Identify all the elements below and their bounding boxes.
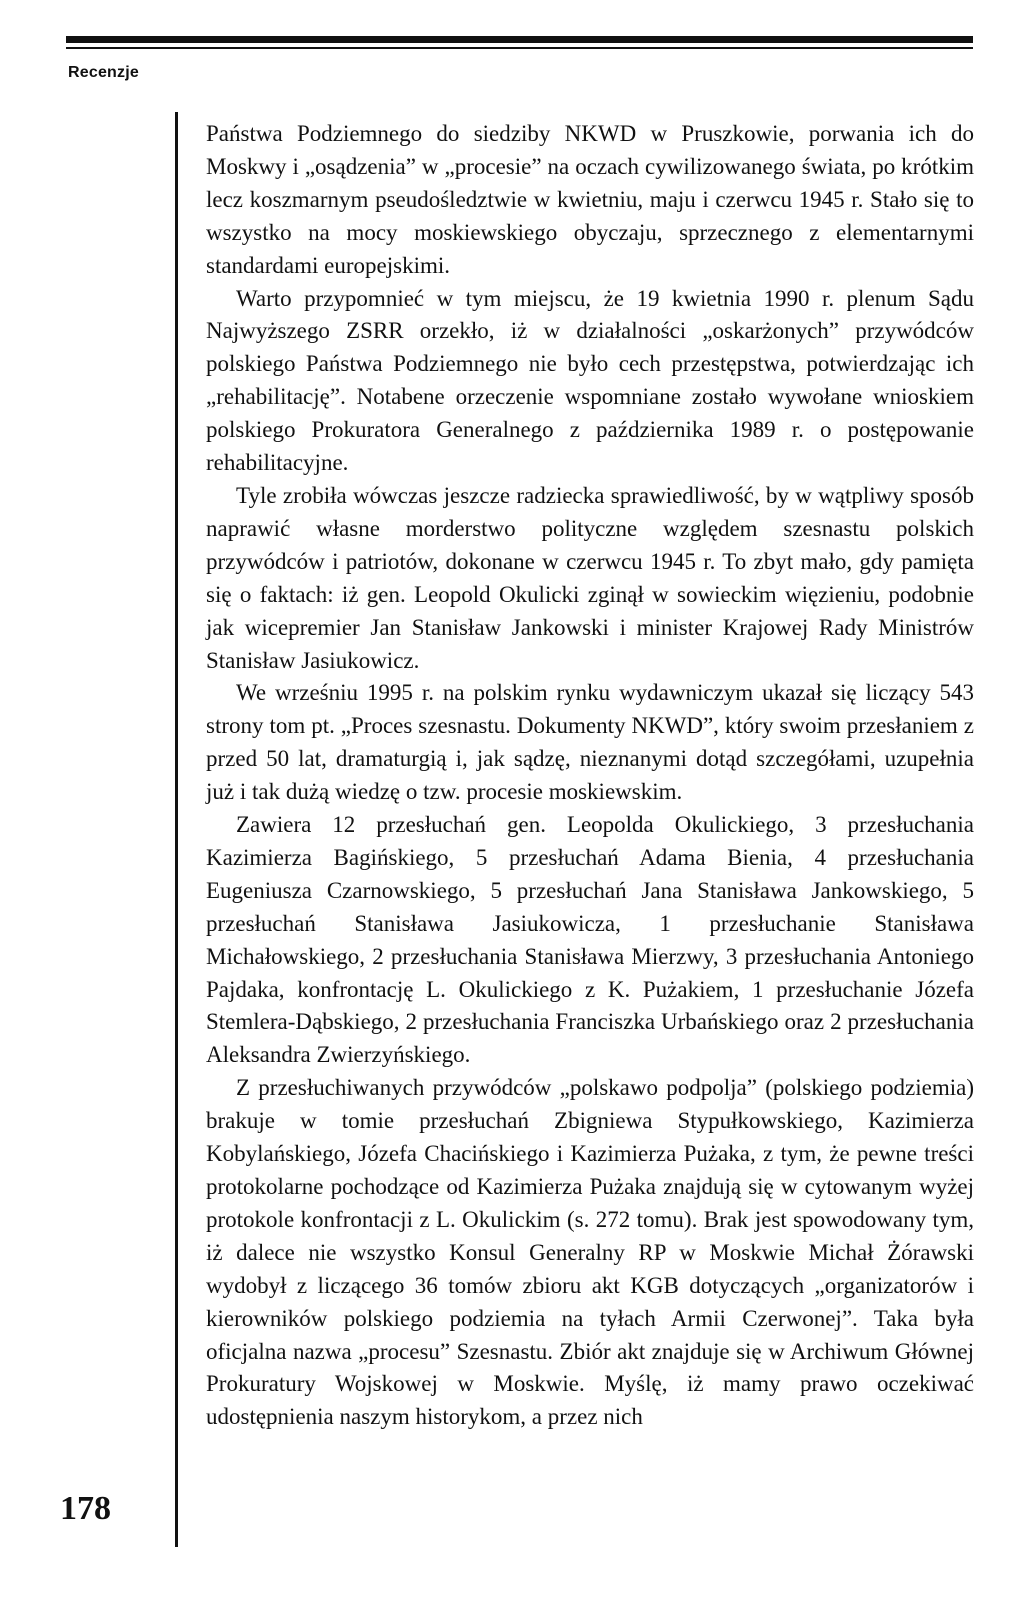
paragraph: We wrześniu 1995 r. na polskim rynku wydawniczym ukazał się liczący 543 strony tom pt. „Proces szesnastu. Dokumenty NKWD”, który swoim przesłaniem z przed 50 lat, dramaturgią i, jak sądzę, nieznanymi dotąd szczegółami, uzupełnia już i tak dużą wiedzę o tzw. procesie moskiewskim. xyxy=(206,680,974,805)
article-body xyxy=(206,118,974,1434)
paragraph: Warto przypomnieć w tym miejscu, że 19 kwietnia 1990 r. plenum Sądu Najwyższego ZSRR orzekło, iż w działalności „oskarżonych” przywódców polskiego Państwa Podziemnego nie było cech przestępstwa, potwierdzając ich „rehabilitację”. Notabene orzeczenie wspomniane zostało wywołane wnioskiem polskiego Prokuratora Generalnego z października 1989 r. o postępowanie rehabilitacyjne. xyxy=(206,285,974,476)
header-rule-thin xyxy=(66,47,973,49)
header-rule-thick xyxy=(66,36,973,43)
page-number: 178 xyxy=(60,1490,111,1527)
paragraph: Z przesłuchiwanych przywódców „polskawo podpolja” (polskiego podziemia) brakuje w tomie przesłuchań Zbigniewa Stypułkowskiego, Kazimierza Kobylańskiego, Józefa Chacińskiego i Kazimierza Pużaka, z tym, że pewne treści protokolarne pochodzące od Kazimierza Pużaka znajdują się w cytowanym wyżej protokole konfrontacji z L. Okulickim (s. 272 tomu). Brak jest spowodowany tym, iż dalece nie wszystko Konsul Generalny RP w Moskwie Michał Żórawski wydobył z liczącego 36 tomów zbioru akt KGB dotyczących „organizatorów i kierowników polskiego podziemia na tyłach Armii Czerwonej”. Taka była oficjalna nazwa „procesu” Szesnastu. Zbiór akt znajduje się w Archiwum Głównej Prokuratury Wojskowej w Moskwie. Myślę, iż mamy prawo oczekiwać udostępnienia naszym historykom, a przez nich xyxy=(206,1075,974,1430)
paragraph: Państwa Podziemnego do siedziby NKWD w Pruszkowie, porwania ich do Moskwy i „osądzenia” w „procesie” na oczach cywilizowanego świata, po krótkim lecz koszmarnym pseudośledztwie w kwietniu, maju i czerwcu 1945 r. Stało się to wszystko na mocy moskiewskiego obyczaju, sprzecznego z elementarnymi standardami europejskimi. xyxy=(206,121,974,278)
paragraph: Tyle zrobiła wówczas jeszcze radziecka sprawiedliwość, by w wątpliwy sposób naprawić własne morderstwo polityczne względem szesnastu polskich przywódców i patriotów, dokonane w czerwcu 1945 r. To zbyt mało, gdy pamięta się o faktach: iż gen. Leopold Okulicki zginął w sowieckim więzieniu, podobnie jak wicepremier Jan Stanisław Jankowski i minister Krajowej Rady Ministrów Stanisław Jasiukowicz. xyxy=(206,482,974,673)
paragraph: Zawiera 12 przesłuchań gen. Leopolda Okulickiego, 3 przesłuchania Kazimierza Bagińskiego, 5 przesłuchań Adama Bienia, 4 przesłuchania Eugeniusza Czarnowskiego, 5 przesłuchań Jana Stanisława Jankowskiego, 5 przesłuchań Stanisława Jasiukowicza, 1 przesłuchanie Stanisława Michałowskiego, 2 przesłuchania Stanisława Mierzwy, 3 przesłuchania Antoniego Pajdaka, konfrontację L. Okulickiego z K. Pużakiem, 1 przesłuchanie Józefa Stemlera-Dąbskiego, 2 przesłuchania Franciszka Urbańskiego oraz 2 przesłuchania Aleksandra Zwierzyńskiego. xyxy=(206,812,974,1068)
margin-bar xyxy=(175,112,178,1547)
section-label: Recenzje xyxy=(68,64,139,81)
